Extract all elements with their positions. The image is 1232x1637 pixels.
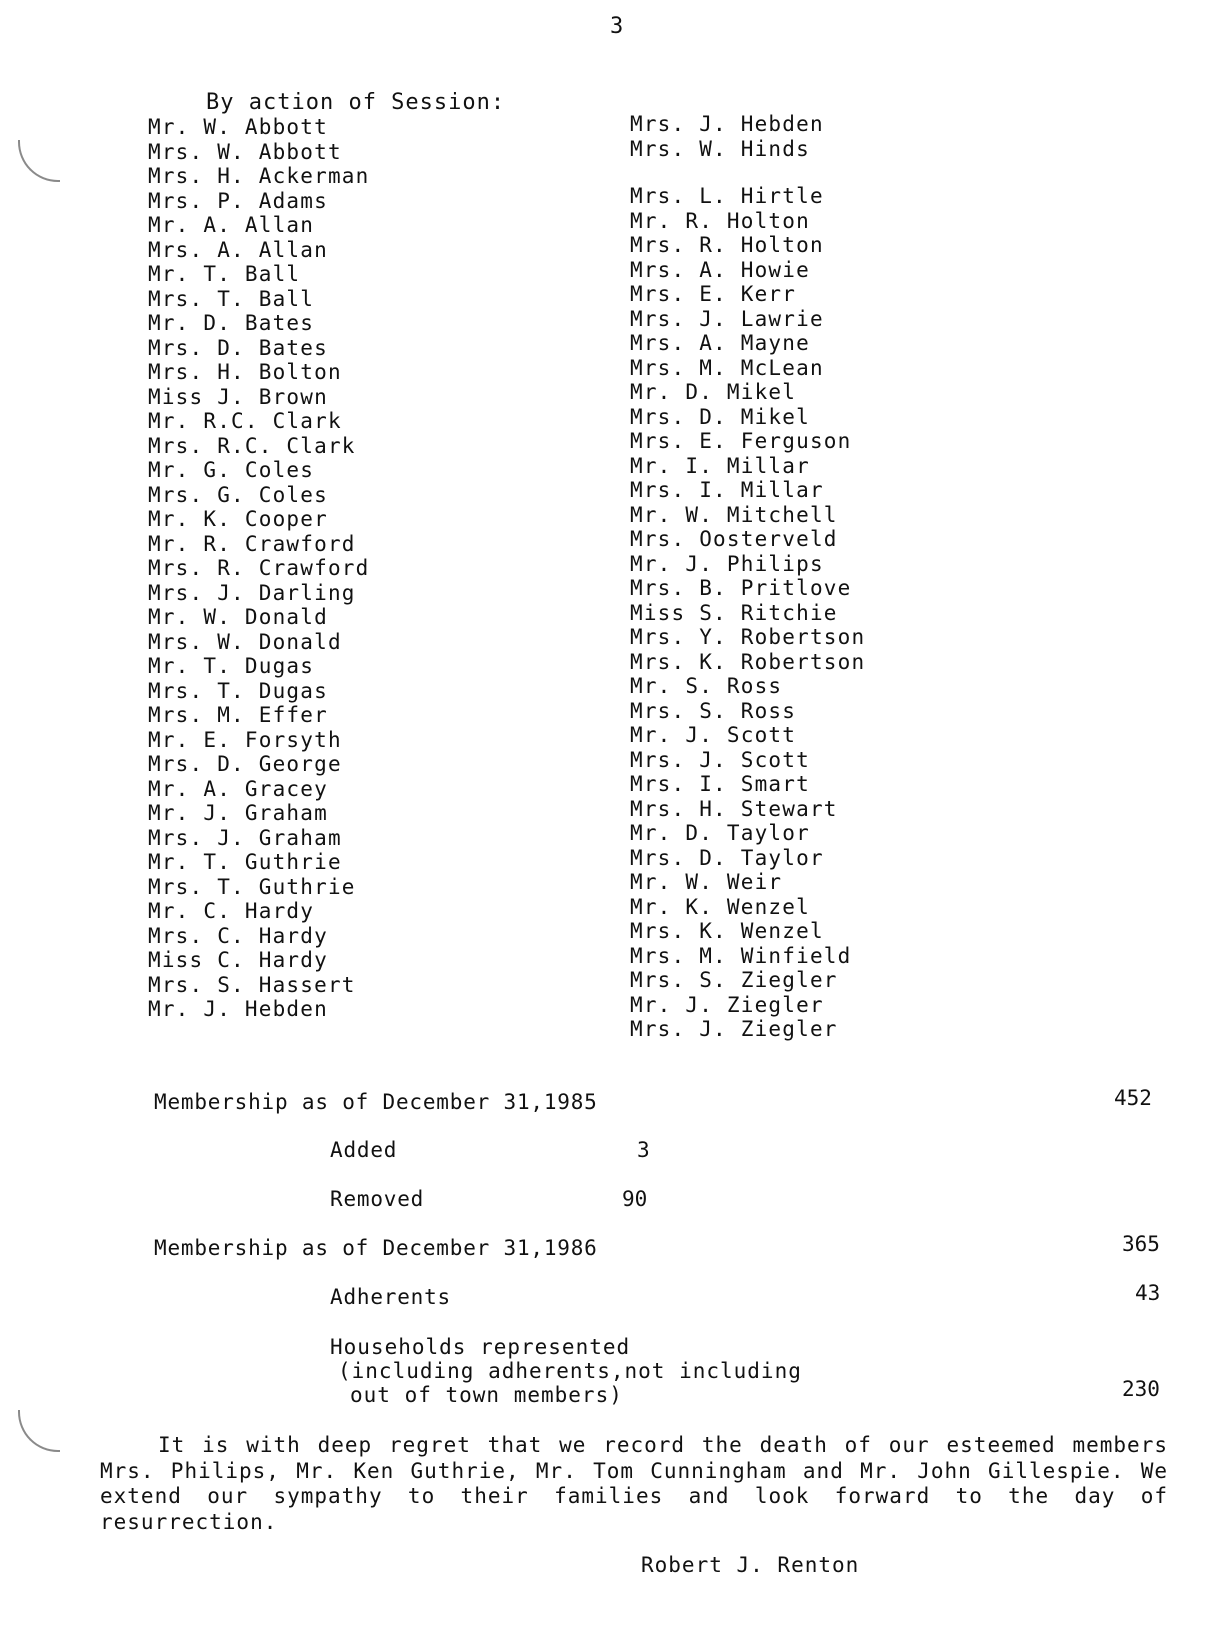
names-left-column	[148, 115, 370, 1022]
households-line-3: out of town members)	[350, 1383, 623, 1407]
member-name: Mr. A. Gracey	[148, 776, 328, 801]
member-name: Mr. D. Bates	[148, 311, 315, 335]
member-name: Mr. J. Graham	[148, 801, 328, 825]
households-line-2: (including adherents,not including	[338, 1359, 802, 1383]
member-name: Mrs. W. Abbott	[148, 139, 342, 164]
member-name: Miss C. Hardy	[148, 948, 328, 972]
member-name: Mr. E. Forsyth	[148, 727, 342, 752]
member-name: Mrs. W. Hinds	[630, 136, 810, 161]
member-name: Mrs. M. McLean	[630, 355, 824, 380]
member-name: Mrs. S. Hassert	[148, 972, 356, 997]
member-name: Mrs. R. Crawford	[148, 556, 370, 580]
member-name: Mrs. A. Howie	[630, 257, 810, 282]
adherents-value: 43	[1135, 1281, 1161, 1305]
member-name: Mrs. T. Dugas	[148, 678, 328, 703]
member-name: Mrs. T. Guthrie	[148, 874, 356, 899]
member-name: Mrs. J. Scott	[630, 747, 810, 772]
member-name: Mr. G. Coles	[148, 458, 315, 482]
member-name: Mrs. B. Pritlove	[630, 576, 852, 600]
page-number: 3	[610, 14, 624, 39]
member-name: Mrs. J. Darling	[148, 580, 356, 605]
member-name: Mrs. S. Ross	[630, 698, 797, 723]
member-name: Mrs. D. Bates	[148, 335, 328, 360]
member-name: Mr. K. Cooper	[148, 507, 328, 531]
member-name: Mrs. I. Millar	[630, 478, 824, 502]
removed-value: 90	[622, 1187, 648, 1211]
member-name: Mrs. R.C. Clark	[148, 433, 356, 458]
membership-1986-label: Membership as of December 31,1986	[154, 1236, 598, 1260]
member-name: Mr. J. Hebden	[148, 997, 328, 1021]
member-name: Mrs. L. Hirtle	[630, 184, 824, 208]
member-name: Mr. J. Ziegler	[630, 992, 824, 1017]
member-name: Mr. W. Donald	[148, 605, 328, 629]
added-label: Added	[330, 1138, 398, 1162]
member-name: Mr. R.C. Clark	[148, 409, 342, 433]
member-name: Mrs. H. Ackerman	[148, 164, 370, 188]
member-name: Miss J. Brown	[148, 384, 328, 409]
member-name: Miss S. Ritchie	[630, 600, 838, 625]
member-name: Mr. T. Dugas	[148, 654, 315, 678]
member-name: Mrs. A. Mayne	[630, 331, 810, 355]
member-name: Mrs. D. Taylor	[630, 845, 824, 870]
names-right-column-top	[630, 112, 824, 161]
member-name: Mrs. C. Hardy	[148, 923, 328, 948]
households-line-1: Households represented	[330, 1335, 631, 1359]
names-right-column	[630, 184, 865, 1042]
member-name: Mrs. R. Holton	[630, 233, 824, 257]
member-name: Mrs. S. Ziegler	[630, 968, 838, 992]
membership-1986-value: 365	[1122, 1232, 1160, 1256]
member-name: Mrs. Y. Robertson	[630, 625, 866, 649]
punch-hole-mark	[18, 140, 60, 182]
member-name: Mrs. W. Donald	[148, 629, 342, 654]
member-name: Mr. R. Crawford	[148, 531, 356, 556]
member-name: Mrs. M. Effer	[148, 703, 328, 727]
member-name: Mr. I. Millar	[630, 453, 810, 478]
member-name: Mrs. D. Mikel	[630, 404, 810, 429]
member-name: Mr. D. Taylor	[630, 821, 810, 845]
member-name: Mrs. J. Hebden	[630, 112, 824, 136]
member-name: Mr. S. Ross	[630, 674, 783, 698]
member-name: Mr. D. Mikel	[630, 380, 797, 404]
member-name: Mrs. J. Ziegler	[630, 1017, 838, 1041]
membership-1985-label: Membership as of December 31,1985	[154, 1090, 598, 1114]
member-name: Mrs. H. Bolton	[148, 360, 342, 384]
punch-hole-mark	[18, 1410, 60, 1452]
member-name: Mr. J. Scott	[630, 723, 797, 747]
member-name: Mrs. M. Winfield	[630, 943, 852, 968]
member-name: Mrs. G. Coles	[148, 482, 328, 507]
member-name: Mrs. T. Ball	[148, 286, 315, 311]
membership-1985-value: 452	[1114, 1086, 1152, 1110]
member-name: Mrs. J. Lawrie	[630, 306, 824, 331]
member-name: Mr. T. Guthrie	[148, 850, 342, 874]
member-name: Mr. J. Philips	[630, 551, 824, 576]
member-name: Mrs. I. Smart	[630, 772, 810, 796]
member-name: Mrs. Oosterveld	[630, 527, 838, 551]
member-name: Mr. C. Hardy	[148, 899, 315, 923]
adherents-label: Adherents	[330, 1285, 451, 1309]
member-name: Mrs. K. Robertson	[630, 649, 866, 674]
member-name: Mr. T. Ball	[148, 262, 301, 286]
member-name: Mrs. E. Ferguson	[630, 429, 852, 453]
member-name: Mrs. K. Wenzel	[630, 919, 824, 943]
member-name: Mr. W. Weir	[630, 870, 783, 894]
member-name: Mr. A. Allan	[148, 213, 315, 237]
member-name: Mr. W. Abbott	[148, 115, 328, 139]
memorial-paragraph: It is with deep regret that we record the death of our esteemed members Mrs. Philips, Mr. Ken Guthrie, Mr. Tom Cunningham and Mr. John Gillespie. We extend our sympathy to their families and look forward to the day of resurrection.	[100, 1433, 1168, 1534]
households-note	[330, 1335, 802, 1407]
member-name: Mr. R. Holton	[630, 208, 810, 233]
member-name: Mr. W. Mitchell	[630, 502, 838, 527]
member-name: Mr. K. Wenzel	[630, 894, 810, 919]
added-value: 3	[637, 1138, 650, 1162]
session-heading: By action of Session:	[206, 90, 506, 115]
signature: Robert J. Renton	[641, 1553, 860, 1577]
households-value: 230	[1122, 1377, 1160, 1401]
member-name: Mrs. D. George	[148, 752, 342, 776]
removed-label: Removed	[330, 1187, 425, 1211]
member-name: Mrs. P. Adams	[148, 188, 328, 213]
member-name: Mrs. A. Allan	[148, 237, 328, 262]
member-name: Mrs. H. Stewart	[630, 796, 838, 821]
member-name: Mrs. E. Kerr	[630, 282, 797, 306]
member-name: Mrs. J. Graham	[148, 825, 342, 850]
